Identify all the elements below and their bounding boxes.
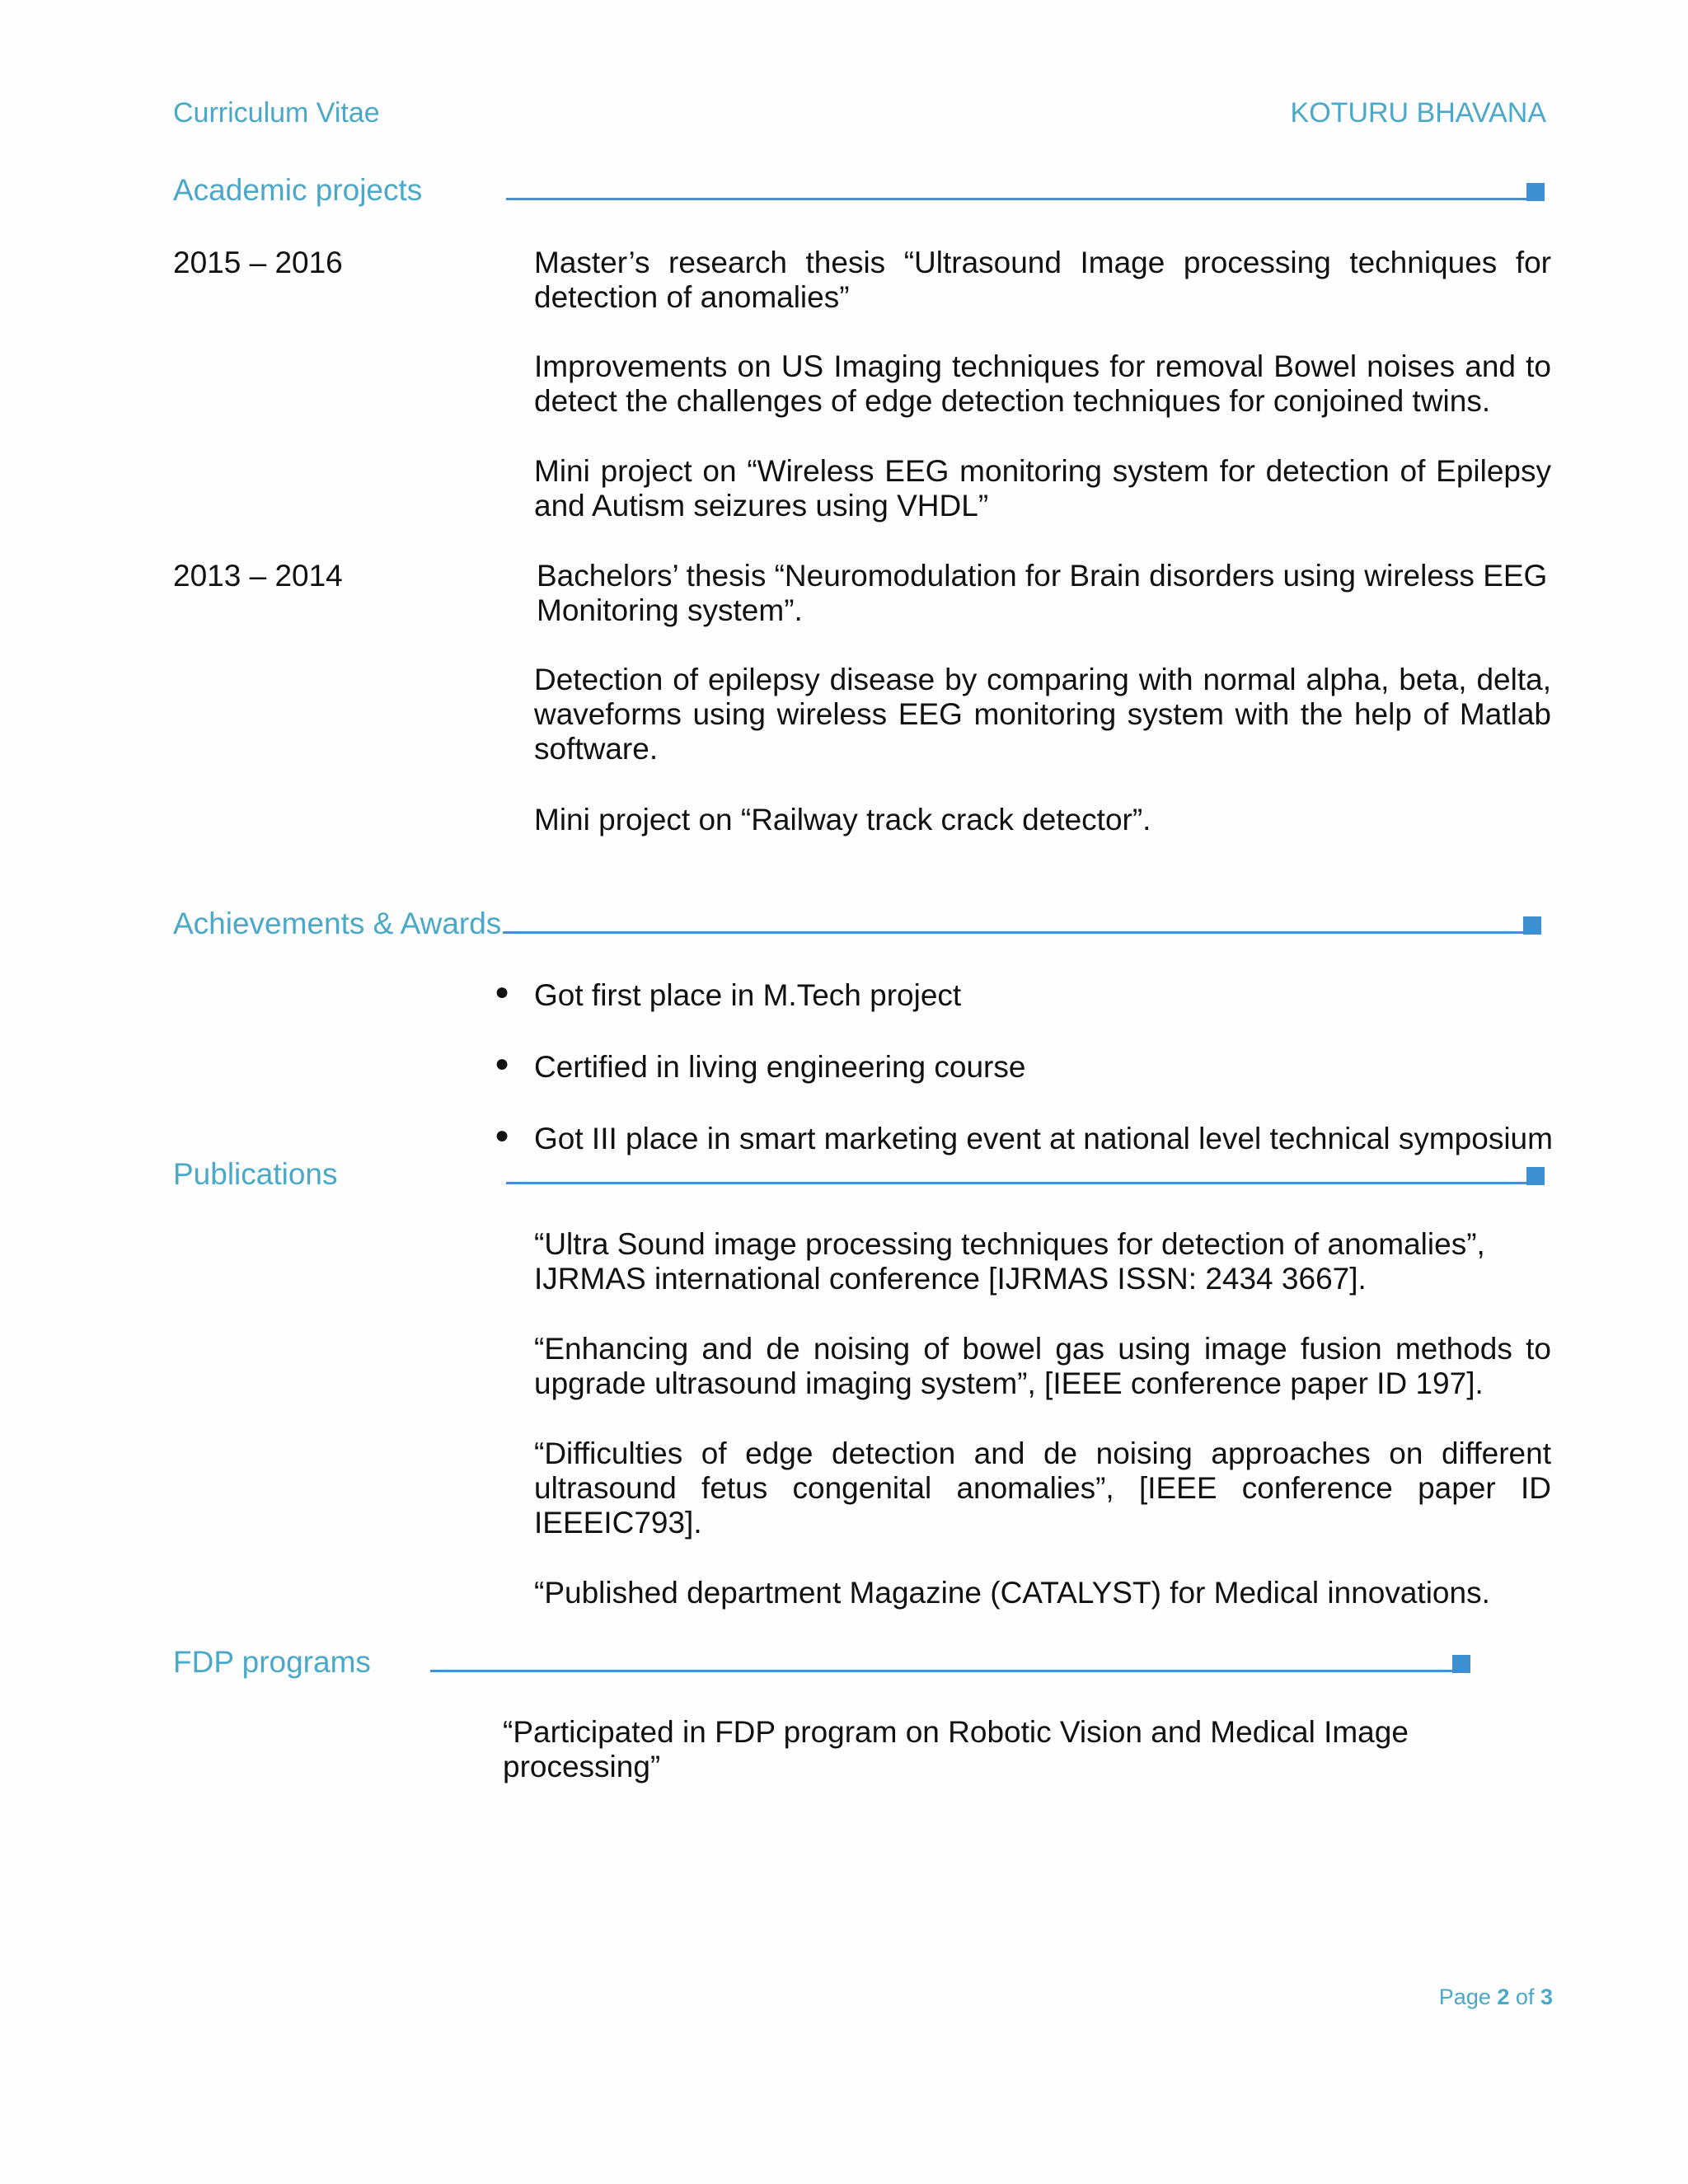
- achievement-text: Certified in living engineering course: [534, 1050, 1026, 1084]
- publication-item: “Enhancing and de noising of bowel gas using image fusion methods to upgrade ultrasound imaging system”, [IEEE conference paper ID 197].: [534, 1332, 1551, 1400]
- achievement-text: Got III place in smart marketing event at national level technical symposium: [534, 1122, 1553, 1155]
- project-item: Mini project on “Railway track crack detector”.: [534, 803, 1151, 837]
- achievement-item: [495, 1050, 1025, 1085]
- achievement-item: [495, 1122, 1553, 1156]
- page-total: 3: [1540, 1985, 1553, 2009]
- section-rule-publications: [506, 1182, 1543, 1184]
- header-person-name: KOTURU BHAVANA: [1290, 97, 1546, 129]
- section-title-academic-projects: Academic projects: [173, 173, 423, 207]
- bullet-icon: ●: [495, 1050, 510, 1077]
- bullet-icon: ●: [495, 978, 510, 1005]
- project-item: Detection of epilepsy disease by comparing with normal alpha, beta, delta, waveforms using wireless EEG monitoring system with the help of Matlab software.: [534, 663, 1551, 766]
- page-current: 2: [1497, 1985, 1510, 2009]
- section-rule-end-marker: [1523, 916, 1541, 935]
- achievement-item: [495, 978, 961, 1013]
- section-title-achievements: Achievements & Awards: [173, 907, 502, 940]
- section-rule-achievements: [503, 931, 1540, 934]
- project-item: Mini project on “Wireless EEG monitoring system for detection of Epilepsy and Autism seizures using VHDL”: [534, 454, 1551, 523]
- project-item: Bachelors’ thesis “Neuromodulation for Brain disorders using wireless EEG Monitoring system”.: [537, 559, 1548, 627]
- publication-item: “Difficulties of edge detection and de noising approaches on different ultrasound fetus congenital anomalies”, [IEEE conference paper ID IEEEIC793].: [534, 1436, 1551, 1540]
- project-item: Improvements on US Imaging techniques for removal Bowel noises and to detect the challenges of edge detection techniques for conjoined twins.: [534, 349, 1551, 418]
- achievement-text: Got first place in M.Tech project: [534, 978, 962, 1012]
- page-number: [1439, 1985, 1553, 2010]
- section-title-publications: Publications: [173, 1157, 338, 1191]
- project-year: 2015 – 2016: [173, 246, 343, 279]
- page-of-label: of: [1515, 1985, 1535, 2009]
- section-rule-end-marker: [1526, 183, 1545, 201]
- header-doc-title: Curriculum Vitae: [173, 97, 380, 129]
- section-rule-academic-projects: [506, 198, 1543, 200]
- project-item: Master’s research thesis “Ultrasound Image processing techniques for detection of anomalies”: [534, 246, 1551, 314]
- page-label: Page: [1438, 1985, 1491, 2009]
- publication-item: “Published department Magazine (CATALYST) for Medical innovations.: [534, 1576, 1490, 1610]
- section-rule-end-marker: [1526, 1167, 1545, 1185]
- project-year: 2013 – 2014: [173, 559, 343, 593]
- section-title-fdp: FDP programs: [173, 1645, 371, 1679]
- fdp-item: “Participated in FDP program on Robotic Vision and Medical Image processing”: [503, 1715, 1409, 1783]
- section-rule-fdp: [430, 1670, 1470, 1672]
- publication-item: “Ultra Sound image processing techniques for detection of anomalies”, IJRMAS international conference [IJRMAS ISSN: 2434 3667].: [534, 1227, 1485, 1296]
- bullet-icon: ●: [495, 1122, 510, 1149]
- section-rule-end-marker: [1452, 1655, 1470, 1673]
